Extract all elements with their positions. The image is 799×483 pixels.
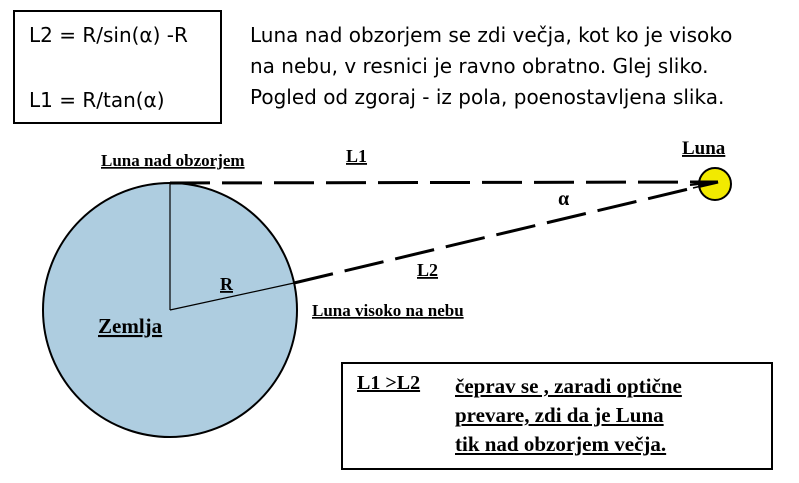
description-line: na nebu, v resnici je ravno obratno. Glej sliko.: [250, 54, 709, 78]
conclusion-line: tik nad obzorjem večja.: [455, 432, 667, 456]
conclusion-line: čeprav se , zaradi optične: [455, 374, 682, 398]
formula-l1: L1 = R/tan(α): [29, 88, 165, 112]
label-l2: L2: [417, 260, 439, 280]
description-line: Luna nad obzorjem se zdi večja, kot ko je visoko: [250, 23, 733, 47]
l2-dashed-line: [294, 182, 718, 283]
label-luna: Luna: [682, 138, 726, 159]
l1-dashed-line: [170, 182, 718, 183]
description-line: Pogled od zgoraj - iz pola, poenostavljena slika.: [250, 85, 725, 109]
formula-l2: L2 = R/sin(α) -R: [29, 23, 188, 47]
conclusion-inequality: L1 >L2: [357, 372, 421, 394]
label-alpha: α: [558, 188, 570, 210]
conclusion-line: prevare, zdi da je Luna: [455, 403, 664, 427]
conclusion-text: [455, 372, 682, 459]
label-zemlja: Zemlja: [98, 314, 163, 338]
label-luna-visoko: Luna visoko na nebu: [312, 301, 464, 320]
label-r: R: [220, 274, 233, 294]
conclusion-box: [341, 362, 773, 470]
label-l1: L1: [346, 146, 368, 166]
label-luna-nad-obzorjem: Luna nad obzorjem: [101, 151, 245, 170]
